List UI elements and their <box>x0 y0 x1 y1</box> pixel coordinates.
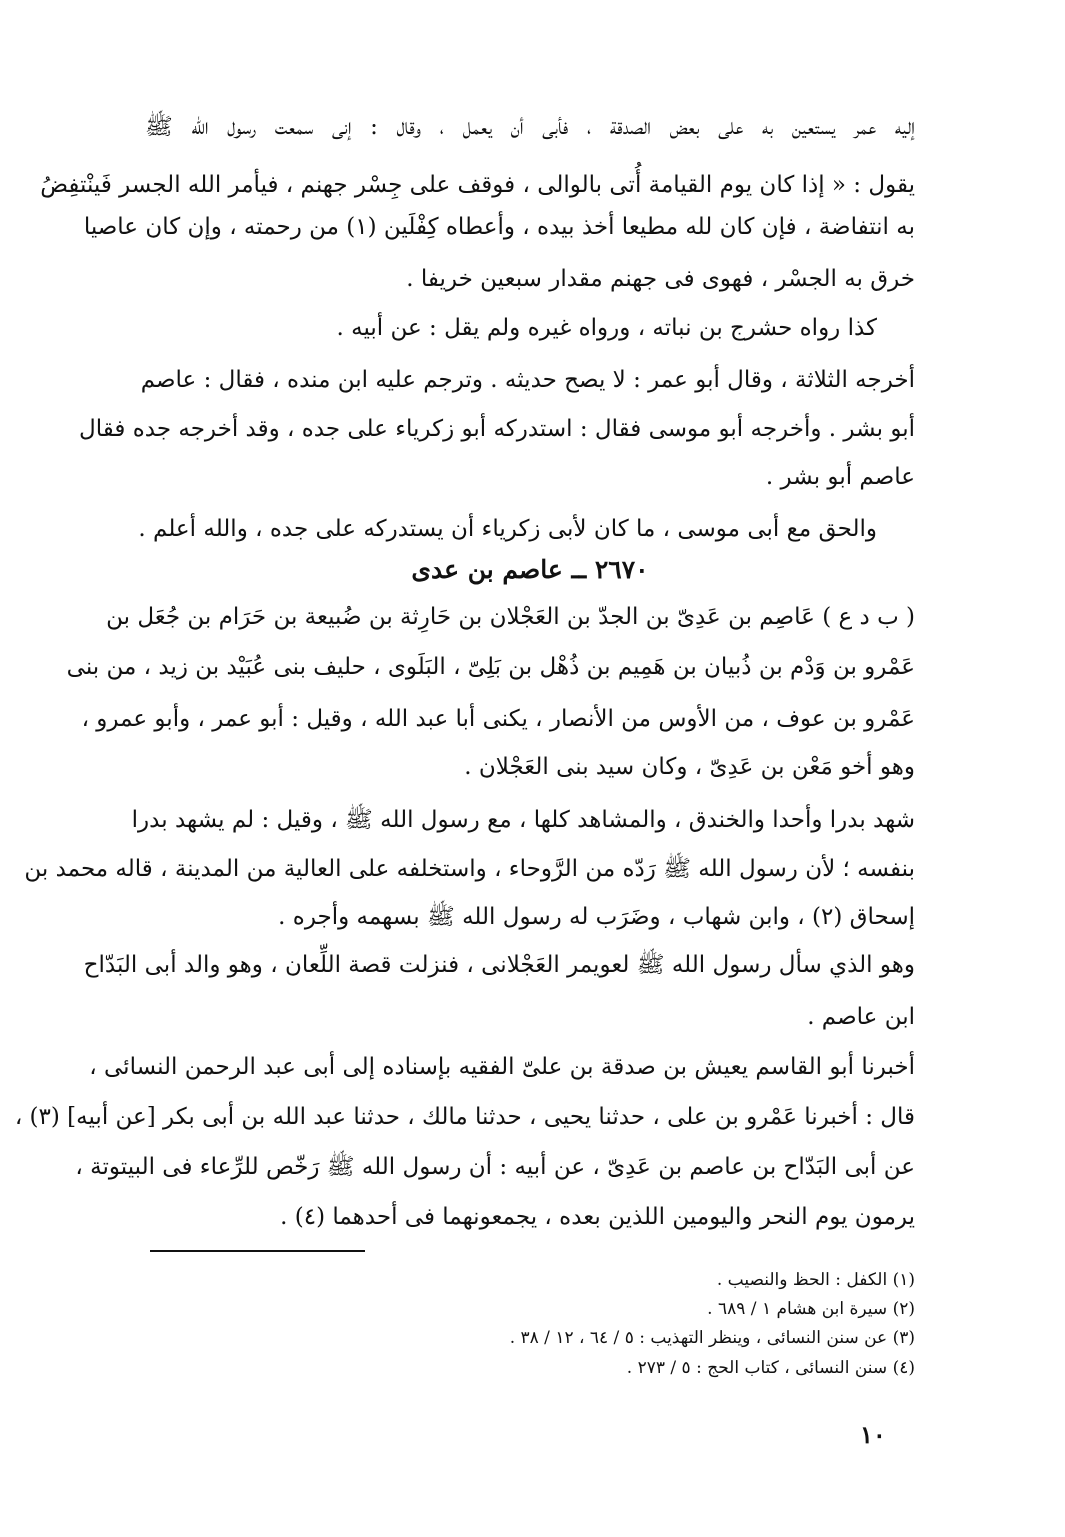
text-line: كذا رواه حشرج بن نباته ، ورواه غيره ولم يقل : عن أبيه . <box>336 315 877 341</box>
text-line: عن أبى البَدّاح بن عاصم بن عَدِىّ ، عن أبيه : أن رسول الله ﷺ رَخّص للرِّعاء فى البيتوتة ، <box>75 1154 915 1180</box>
text-line: عَمْرو بن عوف ، من الأوس من الأنصار ، يكنى أبا عبد الله ، وقيل : أبو عمر ، وأبو عمرو ، <box>81 706 915 732</box>
text-line: ( ب د ع ) عَاصِم بن عَدِىّ بن الجدّ بن العَجْلان بن حَارِثة بن ضُبيعة بن حَرَام بن جُعَل بن <box>106 604 915 630</box>
text-line: أبو بشر . وأخرجه أبو موسى فقال : استدركه أبو زكرياء على جده ، وقد أخرجه جده فقال <box>79 416 915 442</box>
text-line: إسحاق (٢) ، وابن شهاب ، وضَرَب له رسول الله ﷺ بسهمه وأجره . <box>278 904 915 930</box>
text-line: خرق به الجسْر ، فهوى فى جهنم مقدار سبعين خريفا . <box>406 266 915 292</box>
text-line: بنفسه ؛ لأن رسول الله ﷺ رَدّه من الرَّوحاء ، واستخلفه على العالية من المدينة ، قاله محمد بن <box>24 856 915 882</box>
footnote: (١) الكفل : الحظ والنصيب . <box>716 1270 915 1290</box>
footnote: (٣) عن سنن النسائى ، وينظر التهذيب : ٥ / ٦٤ ، ١٢ / ٣٨ . <box>509 1328 915 1348</box>
text-line: والحق مع أبى موسى ، ما كان لأبى زكرياء أن يستدركه على جده ، والله أعلم . <box>138 516 877 542</box>
text-line: يقول : « إذا كان يوم القيامة أُتى بالوالى ، فوقف على جِسْر جهنم ، فيأمر الله الجسر فَينْتفِضُ <box>40 172 915 198</box>
text-line: وهو أخو مَعْن بن عَدِىّ ، وكان سيد بنى العَجْلان . <box>464 754 915 780</box>
text-line: شهد بدرا وأحدا والخندق ، والمشاهد كلها ، مع رسول الله ﷺ ، وقيل : لم يشهد بدرا <box>131 807 915 833</box>
text-line: به انتفاضة ، فإن كان لله مطيعا أخذ بيده ، وأعطاه كِفْلَين (١) من رحمته ، وإن كان عاصيا <box>83 214 915 240</box>
text-line: أخرجه الثلاثة ، وقال أبو عمر : لا يصح حديثه . وترجم عليه ابن منده ، فقال : عاصم <box>140 367 915 393</box>
footnote-divider <box>150 1250 365 1252</box>
text-line: عَمْرو بن وَدْم بن ذُبيان بن هَمِيم بن ذُهْل بن بَلِىّ ، البَلَوى ، حليف بنى عُبَيْد بن زيد ، من بنى <box>66 654 915 680</box>
footnote: (٤) سنن النسائى ، كتاب الحج : ٥ / ٢٧٣ . <box>626 1358 915 1378</box>
text-line: يرمون يوم النحر واليومين اللذين بعده ، يجمعونهما فى أحدهما (٤) . <box>280 1204 915 1230</box>
page-number: ١٠ <box>860 1420 886 1449</box>
text-line: وهو الذي سأل رسول الله ﷺ لعويمر العَجْلانى ، فنزلت قصة اللِّعان ، وهو والد أبى البَدّاح <box>83 952 915 978</box>
text-line: قال : أخبرنا عَمْرو بن على ، حدثنا يحيى ، حدثنا مالك ، حدثنا عبد الله بن أبى بكر [عن أبيه] (٣) ، <box>14 1104 915 1130</box>
text-line: ابن عاصم . <box>807 1004 915 1030</box>
text-line: إليه عمر يستعين به على بعض الصدقة ، فأبى أن يعمل ، وقال : إنى سمعت رسول الله ﷺ <box>145 114 915 140</box>
entry-heading: ٢٦٧٠ ــ عاصم بن عدى <box>411 555 649 584</box>
footnote: (٢) سيرة ابن هشام ١ / ٦٨٩ . <box>707 1299 915 1319</box>
text-line: عاصم أبو بشر . <box>765 464 915 490</box>
text-line: أخبرنا أبو القاسم يعيش بن صدقة بن علىّ الفقيه بإسناده إلى أبى عبد الرحمن النسائى ، <box>89 1054 915 1080</box>
